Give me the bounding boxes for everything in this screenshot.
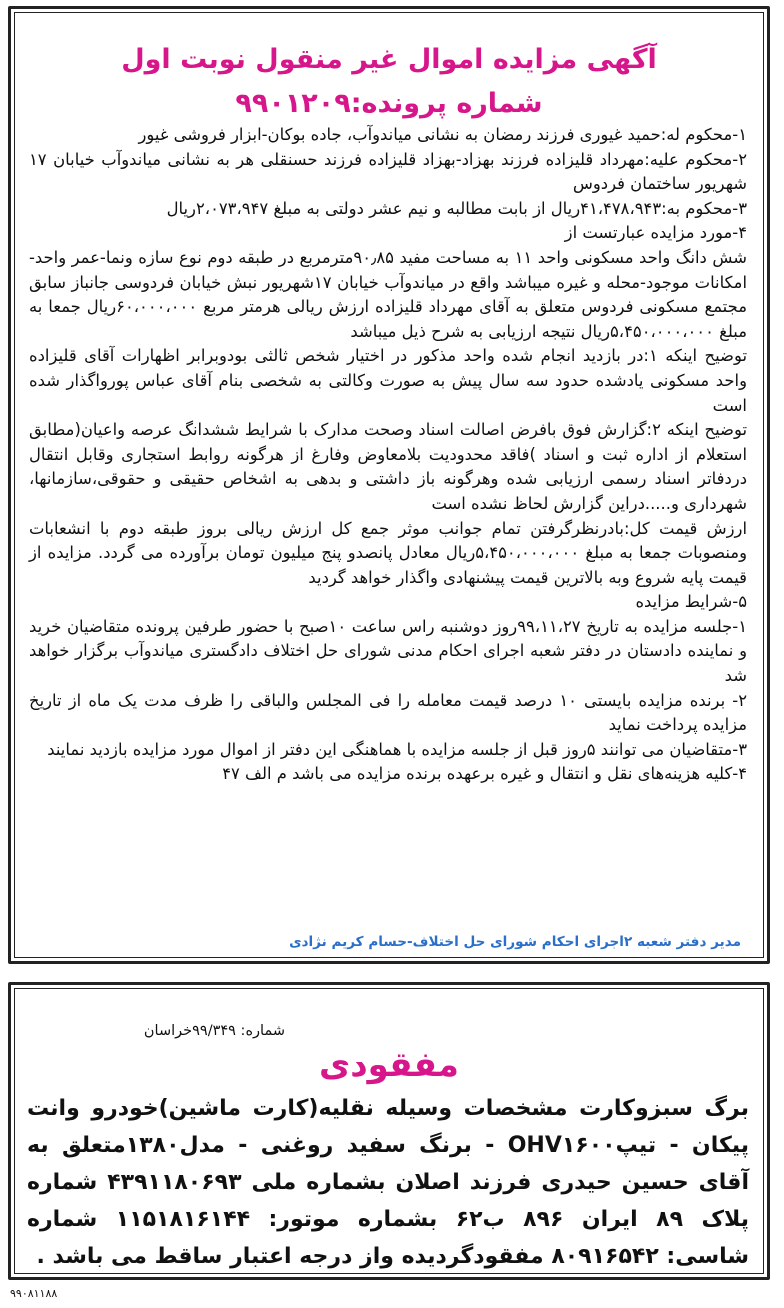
auction-notice [8,6,770,964]
paragraph: ۱-محکوم له:حمید غیوری فرزند رمضان به نشانی میاندوآب، جاده بوکان-ابزار فروشی غیور [138,125,747,144]
auction-title: آگهی مزایده اموال غیر منقول نوبت اول [121,44,657,75]
paragraph: ۲- برنده مزایده بایستی ۱۰ درصد قیمت معامله را فی المجلس والباقی را ظرف مدت یک ماه از تاریخ مزایده پرداخت نماید [29,690,747,735]
paragraph: ارزش قیمت کل:بادرنظرگرفتن تمام جوانب موثر جمع کل ارزش ریالی بروز طبقه دوم با انشعابات ومنصوبات جمعا به مبلغ ۵،۴۵۰،۰۰۰،۰۰۰ریال معادل پانصدو پنج میلیون تومان برآورده می گردد. مزایده از قیمت پایه شروع وبه بالاترین قیمت پیشنهادی واگذار خواهد گردید [29,518,747,587]
paragraph: ۴-کلیه هزینه‌های نقل و انتقال و غیره برعهده برنده مزایده می باشد م الف ۴۷ [222,764,747,784]
paragraph: ۳-متقاضیان می توانند ۵روز قبل از جلسه مزایده با هماهنگی این دفتر از اموال مورد مزایده بازدید نمایند [47,739,747,759]
reference-number: شماره: ۹۹/۳۴۹خراسان [143,1023,285,1039]
case-number: شماره پرونده:۹۹۰۱۲۰۹ [235,88,543,119]
footer-code: ۹۹۰۸۱۱۸۸ [10,1287,58,1300]
lost-body [27,1090,749,1275]
paragraph: ۵-شرایط مزایده [635,592,747,612]
lost-notice [8,982,770,1280]
paragraph: ۳-محکوم به:۴۱،۴۷۸،۹۴۳ریال از بابت مطالبه و نیم عشر دولتی به مبلغ ۲،۰۷۳،۹۴۷ریال [166,198,747,218]
lost-title: مفقودی [319,1045,459,1085]
auction-body [29,123,747,787]
signature: مدیر دفتر شعبه ۲اجرای احکام شورای حل اختلاف-حسام کریم نژادی [289,934,741,950]
lost-text: برگ سبزوکارت مشخصات وسیله نقلیه(کارت ماشین)خودرو وانت پیکان - تیپOHV۱۶۰۰ - برنگ سفید روغنی - مدل۱۳۸۰متعلق به آقای حسین حیدری فرزند اصلان بشماره ملی ۴۳۹۱۱۸۰۶۹۳ شماره پلاک ۸۹ ایران ۸۹۶ ب۶۲ بشماره موتور: ۱۱۵۱۸۱۶۱۴۴ شماره شاسی: ۸۰۹۱۶۵۴۲ مفقودگردیده واز درجه اعتبار ساقط می باشد . [27,1096,749,1269]
paragraph: ۲-محکوم علیه:مهرداد قلیزاده فرزند بهزاد-بهزاد قلیزاده فرزند حسنقلی هر به نشانی میاندوآب خیابان ۱۷ شهریور ساختمان فردوس [29,149,747,194]
paragraph: توضیح اینکه ۲:گزارش فوق بافرض اصالت اسناد وصحت مدارک با شرایط ششدانگ عرصه واعیان(مطابق استعلام از اداره ثبت و اسناد )فاقد محدودیت بلامعاوض وفارغ از هرگونه روابط استجاری وقابل انتقال دردفاتر اسناد رسمی ارزیابی شده وهرگونه باز داشتی و بدهی به اشخاص حقیقی و حقوقی،سازمانها، شهرداری و.....دراین گزارش لحاظ نشده است [29,420,748,513]
paragraph: ۱-جلسه مزایده به تاریخ ۹۹،۱۱،۲۷روز دوشنبه راس ساعت ۱۰صبح با حضور طرفین پرونده متقاضیان خرید و نماینده دادستان در دفتر شعبه اجرای احکام مدنی شورای حل اختلاف دادگستری میاندوآب برگزار خواهد شد [29,616,747,686]
paragraph: توضیح اینکه ۱:در بازدید انجام شده واحد مذکور در اختیار شخص ثالثی بودوبرابر اظهارات آقای قلیزاده واحد مسکونی یادشده حدود سه سال پیش به صورت وکالتی به شخصی بنام آقای عباس پورواگذار شده است [29,346,748,415]
paragraph: شش دانگ واحد مسکونی واحد ۱۱ به مساحت مفید ۹۰٫۸۵مترمربع در طبقه دوم نوع سازه ونما-عمر واحد-امکانات موجود-محله و غیره میباشد واقع در میاندوآب خیابان ۱۷شهریور نبش خیابان فردوسی جانباز سابق مجتمع مسکونی فردوس متعلق به آقای مهرداد قلیزاده ارزش ریالی هرمتر مربع ۶۰،۰۰۰،۰۰۰ریال جمعا به مبلغ ۵،۴۵۰،۰۰۰،۰۰۰ریال نتیجه ارزیابی به شرح ذیل میباشد [29,247,748,341]
paragraph: ۴-مورد مزایده عبارتست از [564,223,747,243]
